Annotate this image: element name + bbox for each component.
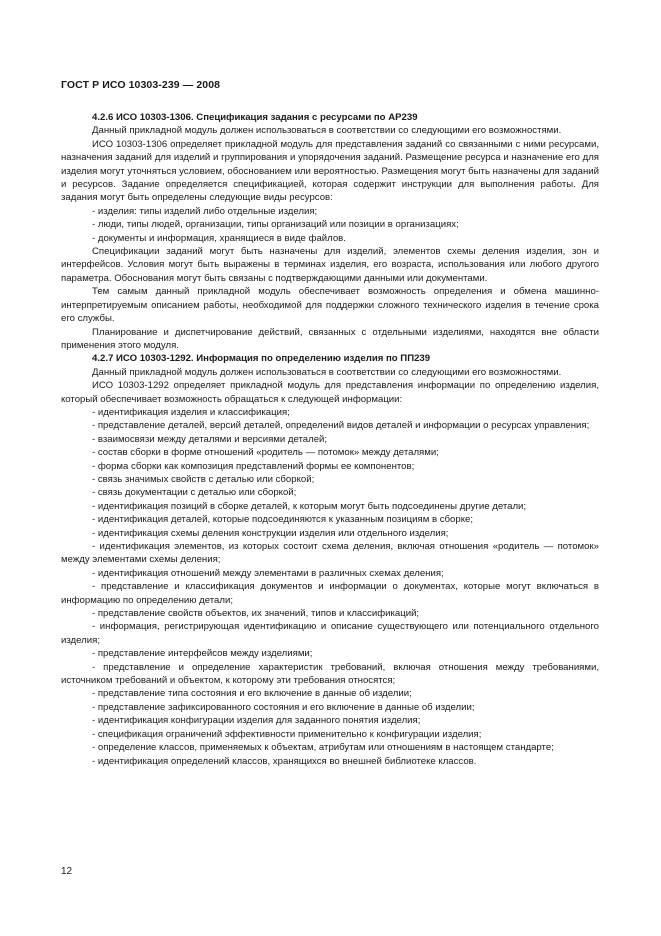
list-item: - идентификация конфигурации изделия для заданного понятия изделия; (92, 715, 421, 727)
list-item: - идентификация позиций в сборке деталей, к которым могут быть подсоединены другие детали; (92, 500, 527, 512)
list-item: - представление зафиксированного состояния и его включение в данные об изделии; (92, 701, 475, 713)
section-heading: 4.2.7 ИСО 10303-1292. Информация по определению изделия по ПП239 (92, 353, 431, 365)
list-item: - состав сборки в форме отношений «родитель — потомок» между деталями; (92, 447, 439, 459)
list-item: - связь значимых свойств с деталью или сборкой; (92, 473, 315, 485)
list-item: - идентификация отношений между элементами в различных схемах деления; (92, 567, 444, 579)
body-paragraph: Спецификации заданий могут быть назначены для изделий, элементов схемы деления изделия, зон и интерфейсов. Условия могут быть выражены в терминах изделия, его возраста, использования или любого другого параметра. Обоснования могут быть связаны с подтверждающими данными или документами. (61, 246, 599, 284)
list-item: - представление и классификация документов и информации о документах, которые могут включаться в информацию по определению детали; (61, 581, 599, 606)
list-item: - форма сборки как композиция представлений формы ее компонентов; (92, 460, 415, 472)
body-paragraph: ИСО 10303-1292 определяет прикладной модуль для представления информации по определению изделия, который обеспечивает возможность обращаться к следующей информации: (61, 380, 599, 405)
list-item: - идентификация деталей, которые подсоединяются к указанным позициям в сборке; (92, 514, 474, 526)
list-item: - представление деталей, версий деталей, определений видов деталей и информации о ресурсах управления; (92, 420, 590, 432)
body-paragraph: Данный прикладной модуль должен использоваться в соответствии со следующими его возможностями. (92, 366, 562, 378)
list-item: - информация, регистрирующая идентификацию и описание существующего или потенциального отдельного изделия; (61, 621, 599, 646)
section-heading: 4.2.6 ИСО 10303-1306. Спецификация задания с ресурсами по АР239 (92, 112, 418, 123)
list-item: - представление типа состояния и его включение в данные об изделии; (92, 688, 412, 700)
body-paragraph: ИСО 10303-1306 определяет прикладной модуль для представления заданий со связанными с ними ресурсами, назначения заданий для изделий и группирования и упорядочения заданий. Размещение ресурса и назначение его для изделия могут уточняться условием, обоснованием или вероятностью. Размещения могут быть назначены для заданий и ресурсов. Задание определяется спецификацией, которая содержит инструкции для выполнения работы. Для задания могут быть определены следующие виды ресурсов: (61, 138, 599, 204)
list-item: - определение классов, применяемых к объектам, атрибутам или отношениям в настоящем стандарте; (92, 742, 554, 754)
list-item: - идентификация изделия и классификация; (92, 406, 290, 418)
list-item: - идентификация определений классов, хранящихся во внешней библиотеке классов. (92, 755, 477, 767)
list-item: - взаимосвязи между деталями и версиями деталей; (92, 433, 328, 445)
list-item: - представление интерфейсов между изделиями; (92, 648, 313, 660)
list-item: - документы и информация, хранящиеся в виде файлов. (92, 232, 346, 244)
page-body (61, 111, 599, 768)
list-item: - связь документации с деталью или сборкой; (92, 487, 297, 499)
list-item: - представление свойств объектов, их значений, типов и классификаций; (92, 608, 420, 620)
page-header: ГОСТ Р ИСО 10303-239 — 2008 (61, 79, 221, 91)
list-item: - изделия: типы изделий либо отдельные изделия; (92, 205, 318, 217)
list-item: - спецификация ограничений эффективности применительно к конфигурации изделия; (92, 728, 482, 740)
list-item: - представление и определение характеристик требований, включая отношения между требованиями, источником требований и объектом, к которому эти требования относятся; (61, 661, 599, 687)
body-paragraph: Тем самым данный прикладной модуль обеспечивает возможность определения и обмена машинно-интерпретируемым описанием работы, необходимой для поддержки сложного технического изделия в течение срока его службы. (61, 286, 599, 325)
body-paragraph: Данный прикладной модуль должен использоваться в соответствии со следующими его возможностями. (92, 125, 562, 137)
list-item: - идентификация элементов, из которых состоит схема деления, включая отношения «родитель — потомок» между элементами схемы деления; (61, 541, 599, 566)
list-item: - идентификация схемы деления конструкции изделия или отдельного изделия; (92, 527, 449, 539)
body-paragraph: Планирование и диспетчирование действий, связанных с отдельными изделиями, находятся вне области применения этого модуля. (61, 326, 599, 351)
list-item: - люди, типы людей, организации, типы организаций или позиции в организациях; (92, 219, 459, 231)
page-number: 12 (61, 866, 73, 877)
